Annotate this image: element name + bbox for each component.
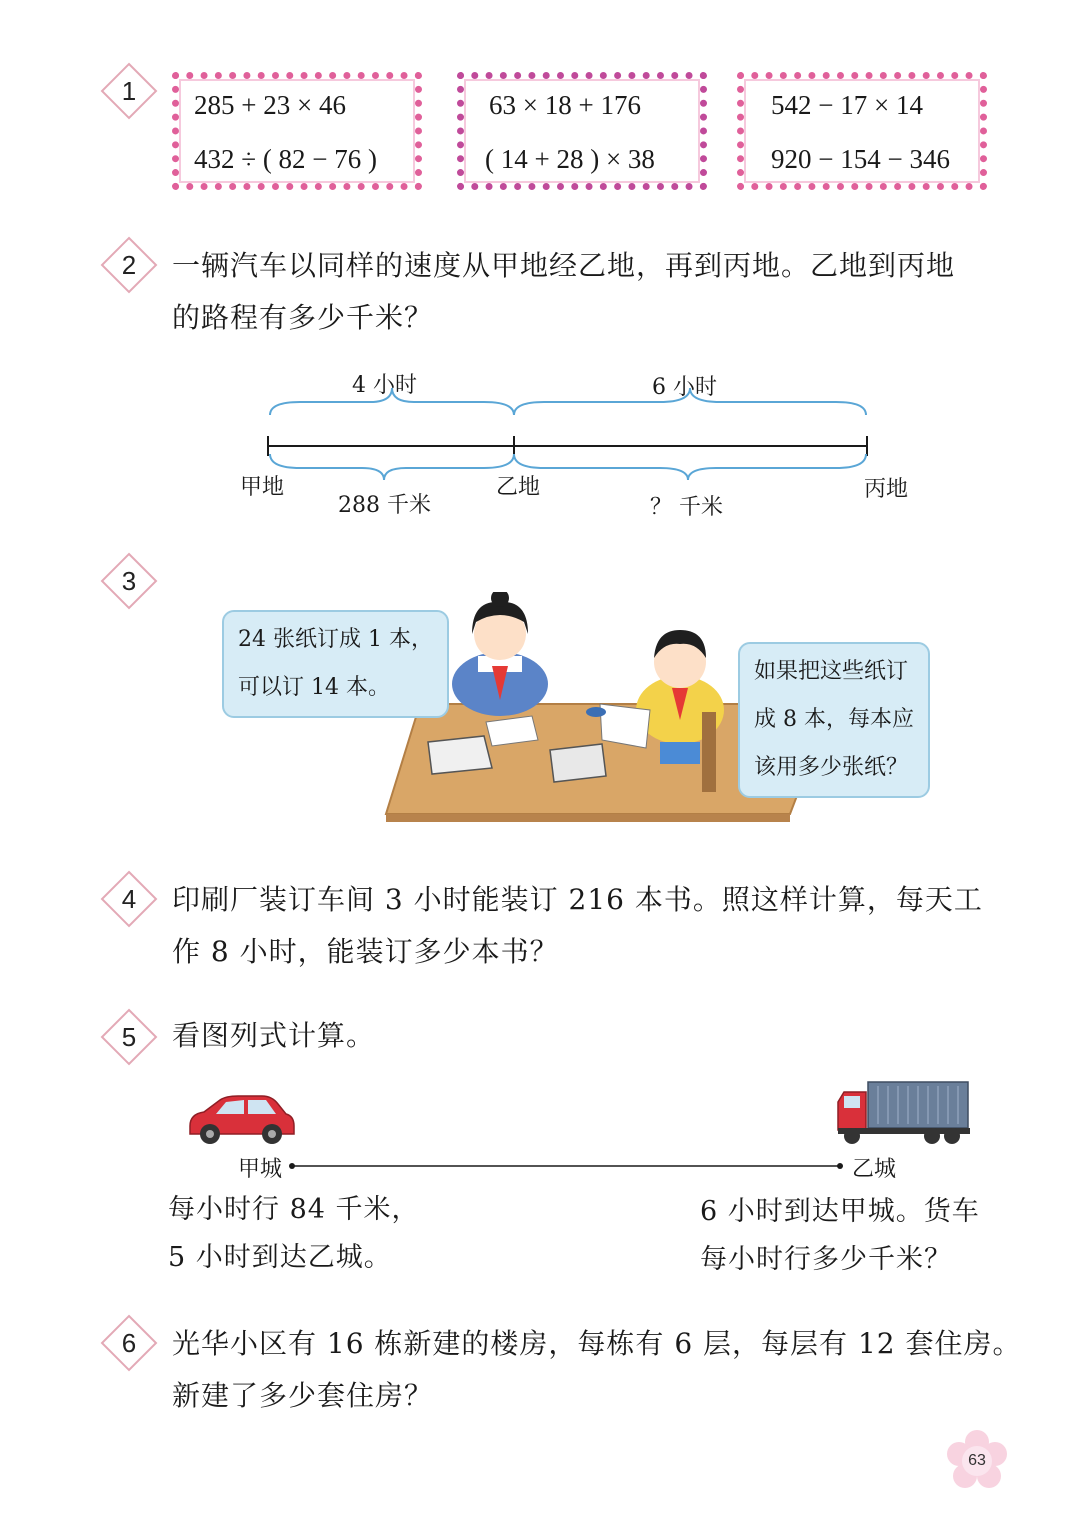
- expression: 542 − 17 × 14: [771, 90, 923, 120]
- expression: ( 14 + 28 ) × 38: [485, 144, 655, 174]
- place-label: 乙地: [496, 475, 541, 500]
- text-line: 每小时行 84 千米，: [168, 1194, 420, 1225]
- car-description: [168, 1186, 420, 1282]
- truck-icon: [834, 1078, 974, 1148]
- loose-paper: [486, 716, 538, 746]
- text-line: 新建了多少套住房？: [172, 1379, 434, 1412]
- question-text: [172, 240, 955, 344]
- question-text: [172, 1318, 1021, 1422]
- question-number-badge: [100, 1314, 158, 1372]
- speech-bubble-boy: [738, 642, 930, 798]
- text-line: 的路程有多少千米？: [172, 301, 434, 334]
- boy-legs: [660, 742, 700, 764]
- paper-stack: [550, 744, 606, 782]
- question-title: 看图列式计算。: [172, 1019, 376, 1052]
- calc-box: [457, 72, 707, 190]
- truck-description: [700, 1188, 980, 1284]
- brace-bottom-left: [270, 454, 514, 480]
- line-segment-diagram: [0, 360, 1080, 540]
- bubble-line: 如果把这些纸订: [754, 659, 909, 684]
- question-number: 4: [121, 884, 137, 914]
- page-number-badge: [946, 1430, 1008, 1492]
- speech-bubble-girl: [222, 610, 449, 718]
- page-number: 63: [968, 1452, 986, 1469]
- bubble-line: 该用多少张纸？: [754, 755, 909, 780]
- question-number: 1: [121, 76, 137, 106]
- time-label: 6 小时: [652, 375, 717, 400]
- question-number: 6: [121, 1328, 137, 1358]
- place-label: 甲地: [240, 475, 285, 500]
- place-label: 丙地: [864, 477, 909, 502]
- bubble-line: 可以订 14 本。: [238, 675, 390, 700]
- paper-stack: [428, 736, 492, 774]
- expression: 920 − 154 − 346: [771, 144, 950, 174]
- stapler: [586, 707, 606, 717]
- loose-paper: [600, 704, 650, 748]
- distance-label: 288 千米: [338, 493, 431, 518]
- time-label: 4 小时: [352, 373, 417, 398]
- route-line: [288, 1160, 848, 1172]
- city-label: 乙城: [852, 1157, 897, 1182]
- text-line: 每小时行多少千米？: [700, 1244, 952, 1275]
- bubble-line: 24 张纸订成 1 本，: [238, 627, 433, 652]
- question-text: [172, 874, 983, 978]
- expression: 285 + 23 × 46: [194, 90, 346, 120]
- text-line: 印刷厂装订车间 3 小时能装订 216 本书。照这样计算，每天工: [172, 883, 983, 916]
- table-edge: [386, 814, 790, 822]
- distance-label: ？ 千米: [650, 495, 723, 520]
- brace-bottom-right: [514, 454, 866, 480]
- question-number-badge: [100, 552, 158, 610]
- question-number-badge: [100, 1008, 158, 1066]
- city-label: 甲城: [238, 1157, 283, 1182]
- text-line: 6 小时到达甲城。货车: [700, 1196, 980, 1227]
- text-line: 5 小时到达乙城。: [168, 1242, 392, 1273]
- calc-box: [737, 72, 987, 190]
- question-number-badge: [100, 870, 158, 928]
- car-icon: [182, 1090, 302, 1150]
- question-number: 5: [121, 1022, 137, 1052]
- text-line: 光华小区有 16 栋新建的楼房，每栋有 6 层，每层有 12 套住房。: [172, 1327, 1022, 1360]
- question-number-badge: [100, 62, 158, 120]
- expression: 432 ÷ ( 82 − 76 ): [194, 144, 378, 174]
- text-line: 作 8 小时，能装订多少本书？: [172, 935, 559, 968]
- text-line: 一辆汽车以同样的速度从甲地经乙地，再到丙地。乙地到丙地: [172, 249, 956, 282]
- question-number: 2: [121, 250, 137, 280]
- expression: 63 × 18 + 176: [489, 90, 641, 120]
- question-number-badge: [100, 236, 158, 294]
- question-number: 3: [121, 566, 137, 596]
- bubble-line: 成 8 本，每本应: [754, 707, 914, 732]
- calc-box: [172, 72, 422, 190]
- chair: [702, 712, 716, 792]
